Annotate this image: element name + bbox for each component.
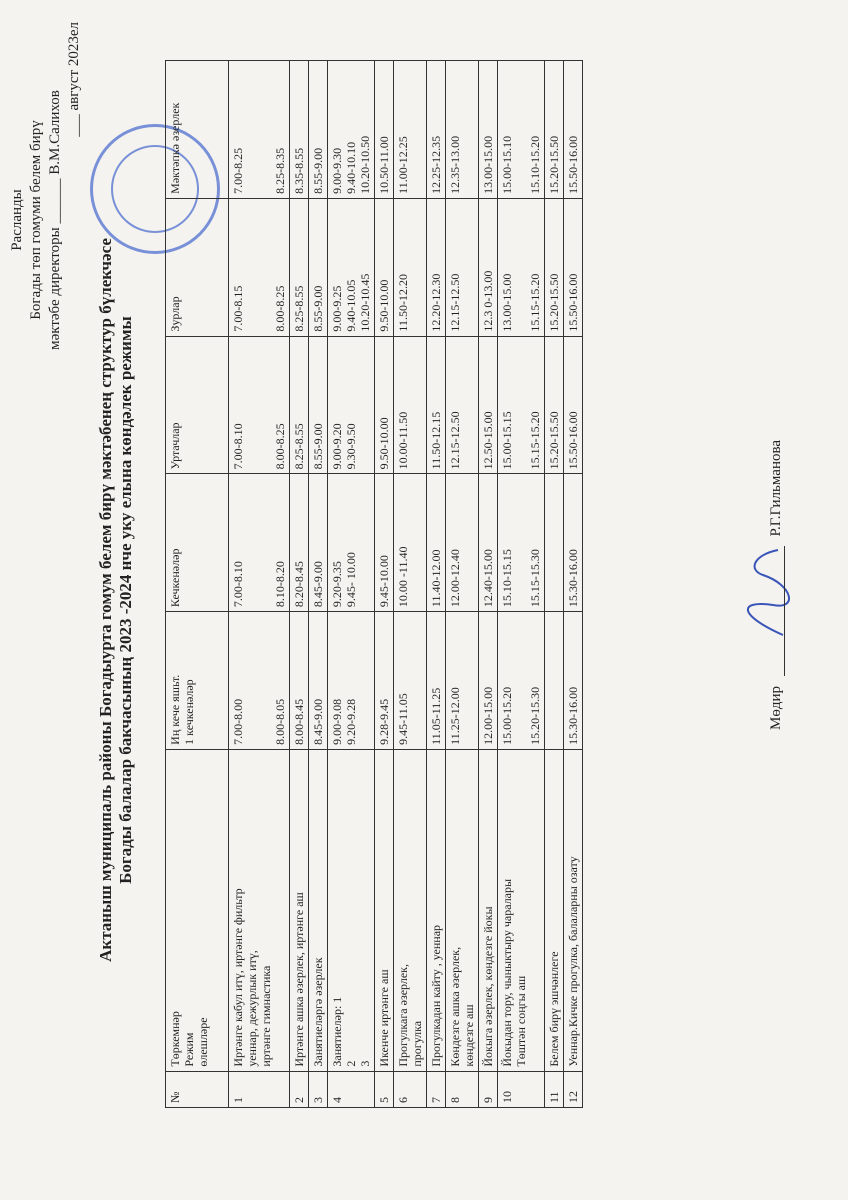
cell-preschool: 11.00-12.25 [394,61,427,199]
table-row [427,61,446,1108]
header-senior: Зурлар [166,198,229,336]
cell-senior: 9.50-10.00 [375,198,394,336]
table-row [309,61,328,1108]
row-number: 7 [427,1071,446,1107]
approval-director-line: мәктәбе директоры ______ В.М.Салихов [47,90,63,350]
row-activity: Көндезге ашка әзерлек, көндезге аш [446,749,479,1071]
row-activity: Белем бирү эшчәнлеге [545,749,564,1071]
row-activity: Занятиеләргә әзерлек [309,749,328,1071]
cell-small: 10.00 -11.40 [394,474,427,612]
cell-small: 9.20-9.35 9.45- 10.00 [328,474,375,612]
cell-small: 7.00-8.10 8.10-8.20 [229,474,290,612]
row-activity: Занятиеләр: 1 2 3 [328,749,375,1071]
approval-position: мәктәбе директоры [47,227,63,350]
row-number: 5 [375,1071,394,1107]
cell-senior: 15.50-16.00 [564,198,583,336]
signature-name: Р.Г.Гильманова [768,439,784,537]
cell-middle: 8.55-9.00 [309,336,328,474]
title-line-1: Актаныш муниципаль районы Богадыурта гомум белем бирү мәктәбенең структур бүлекчәсе [96,238,115,962]
cell-youngest: 9.28-9.45 [375,612,394,750]
signature-line [768,440,785,730]
cell-preschool: 12.25-12.35 [427,61,446,199]
table-row [394,61,427,1108]
title-line-2: Богады балалар бакчасының 2023 -2024 нче уку елына көндәлек режимы [116,316,135,884]
approval-date: ___ август 2023ел [66,22,82,137]
cell-youngest: 9.00-9.08 9.20-9.28 [328,612,375,750]
row-activity: Прогулкага әзерлек, прогулка [394,749,427,1071]
cell-senior: 8.55-9.00 [309,198,328,336]
cell-small: 12.00-12.40 [446,474,479,612]
document-title [96,160,136,1040]
cell-middle: 12.50-15.00 [479,336,498,474]
cell-middle: 10.00-11.50 [394,336,427,474]
cell-youngest: 7.00-8.00 8.00-8.05 [229,612,290,750]
cell-middle: 15.00-15.15 15.15-15.20 [498,336,545,474]
cell-preschool: 15.00-15.10 15.10-15.20 [498,61,545,199]
cell-youngest: 12.00-15.00 [479,612,498,750]
table-row [328,61,375,1108]
cell-senior: 7.00-8.15 8.00-8.25 [229,198,290,336]
cell-preschool: 9.00-9.30 9.40-10.10 10.20-10.50 [328,61,375,199]
cell-senior: 12.3 0-13.00 [479,198,498,336]
header-num: № [166,1071,229,1107]
cell-youngest: 9.45-11.05 [394,612,427,750]
approval-block [8,10,84,430]
cell-middle: 12.15-12.50 [446,336,479,474]
cell-senior: 12.20-12.30 [427,198,446,336]
header-small: Кечкенәләр [166,474,229,612]
row-number: 1 [229,1071,290,1107]
row-number: 8 [446,1071,479,1107]
header-preschool: Мәктәпкә әзерлек [166,61,229,199]
cell-middle: 11.50-12.15 [427,336,446,474]
table-row [446,61,479,1108]
cell-senior: 13.00-15.00 15.15-15.20 [498,198,545,336]
approval-label: Расланды [9,189,25,251]
table-row [498,61,545,1108]
cell-senior: 9.00-9.25 9.40-10.05 10.20-10.45 [328,198,375,336]
cell-small: 8.20-8.45 [290,474,309,612]
row-activity: Икенче иртәнге аш [375,749,394,1071]
cell-preschool: 15.20-15.50 [545,61,564,199]
cell-middle: 15.20-15.50 [545,336,564,474]
cell-middle: 15.50-16.00 [564,336,583,474]
cell-small: 12.40-15.00 [479,474,498,612]
cell-small: 9.45-10.00 [375,474,394,612]
row-activity: Йокыга әзерлек, көндезге йокы [479,749,498,1071]
cell-small: 15.30-16.00 [564,474,583,612]
row-activity: Иртәнге ашка әзерлек, иртәнге аш [290,749,309,1071]
table-row [545,61,564,1108]
cell-middle: 9.50-10.00 [375,336,394,474]
cell-senior: 11.50-12.20 [394,198,427,336]
cell-middle: 9.00-9.20 9.30-9.50 [328,336,375,474]
row-number: 3 [309,1071,328,1107]
row-number: 2 [290,1071,309,1107]
header-middle: Уртачлар [166,336,229,474]
table-body [229,61,583,1108]
approval-school: Богады төп гомуми белем бирү [28,120,44,320]
cell-preschool: 12.35-13.00 [446,61,479,199]
cell-small: 15.10-15.15 15.15-15.30 [498,474,545,612]
cell-preschool: 7.00-8.25 8.25-8.35 [229,61,290,199]
cell-middle: 7.00-8.10 8.00-8.25 [229,336,290,474]
cell-youngest: 8.00-8.45 [290,612,309,750]
cell-preschool: 10.50-11.00 [375,61,394,199]
row-number: 12 [564,1071,583,1107]
row-activity: Йокыдан тору, чыныктыру чаралары Төштән соңгы аш [498,749,545,1071]
schedule-table [165,60,583,1108]
header-groups: Төркемнәр Режим өлешләре [166,749,229,1071]
row-number: 4 [328,1071,375,1107]
table-row [375,61,394,1108]
table-row [564,61,583,1108]
cell-youngest: 8.45-9.00 [309,612,328,750]
table-row [229,61,290,1108]
row-activity: Уеннар.Кичке прогулка, балаларны озату [564,749,583,1071]
row-number: 10 [498,1071,545,1107]
signature-blank [768,546,785,676]
cell-preschool: 13.00-15.00 [479,61,498,199]
cell-youngest: 15.30-16.00 [564,612,583,750]
table-row [290,61,309,1108]
row-number: 6 [394,1071,427,1107]
cell-small: 11.40-12.00 [427,474,446,612]
row-number: 11 [545,1071,564,1107]
cell-senior: 15.20-15.50 [545,198,564,336]
table-row [479,61,498,1108]
cell-preschool: 8.35-8.55 [290,61,309,199]
cell-preschool: 8.55-9.00 [309,61,328,199]
row-activity: Иртәнге кабул итү, иртәнге фильтр уеннар, дежурлык итү, иртәнге гимнастика [229,749,290,1071]
approval-director-name: В.М.Салихов [47,90,63,175]
cell-senior: 12.15-12.50 [446,198,479,336]
cell-preschool: 15.50-16.00 [564,61,583,199]
cell-youngest: 11.25-12.00 [446,612,479,750]
signature-label: Мөдир [768,686,784,730]
table-header-row [166,61,229,1108]
cell-small [545,474,564,612]
row-number: 9 [479,1071,498,1107]
cell-small: 8.45-9.00 [309,474,328,612]
cell-youngest: 15.00-15.20 15.20-15.30 [498,612,545,750]
cell-senior: 8.25-8.55 [290,198,309,336]
cell-middle: 8.25-8.55 [290,336,309,474]
header-youngest: Иң кече яшьт. 1 кечкенәләр [166,612,229,750]
cell-youngest: 11.05-11.25 [427,612,446,750]
row-activity: Прогулкадан кайту , уеннар [427,749,446,1071]
cell-youngest [545,612,564,750]
